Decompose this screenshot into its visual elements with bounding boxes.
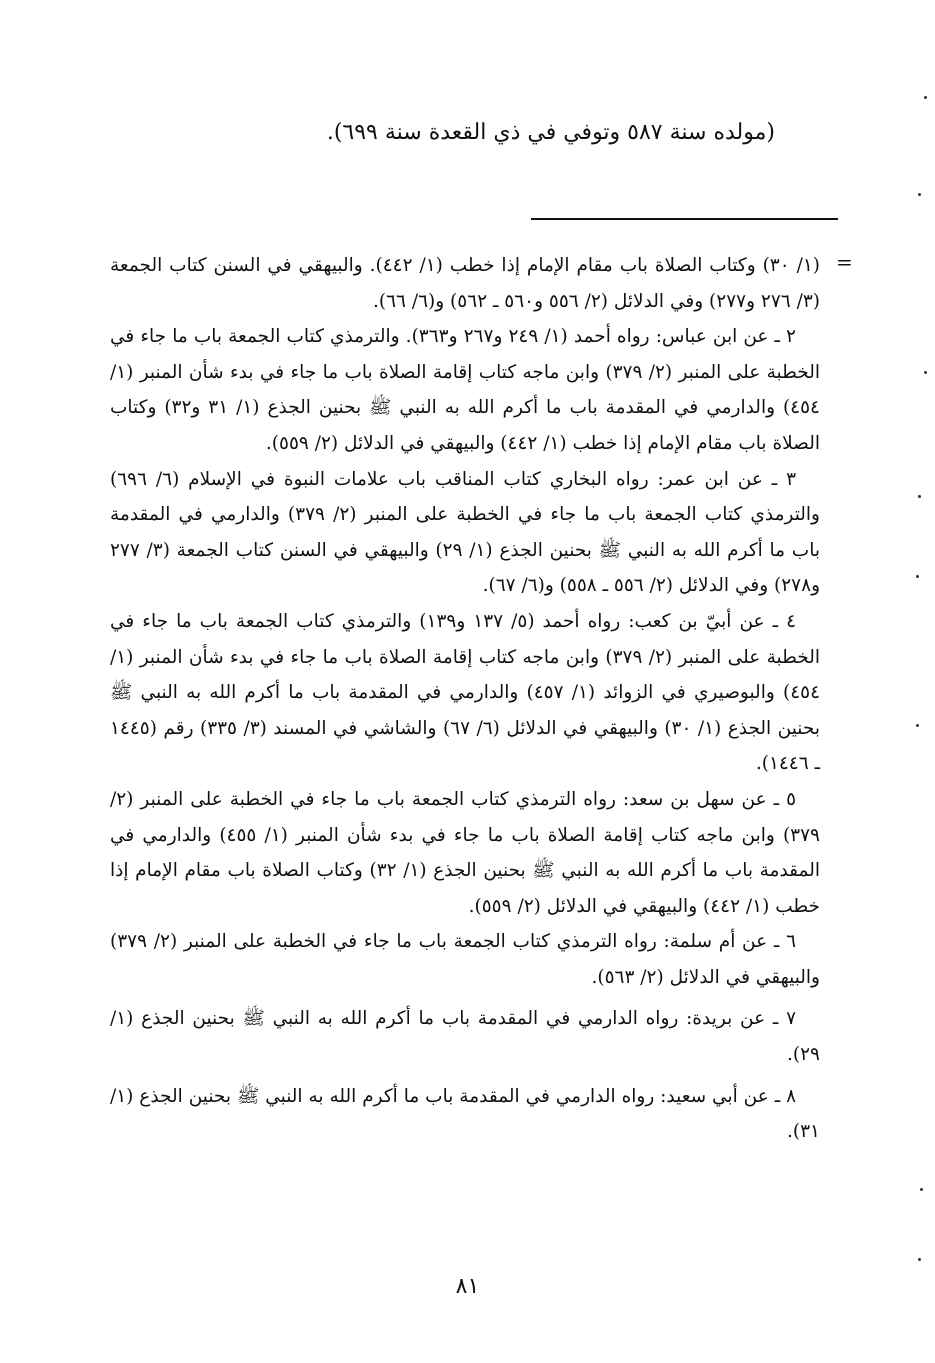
scan-speck (918, 495, 921, 498)
footnote-6: ٦ ـ عن أم سلمة: رواه الترمذي كتاب الجمعة باب ما جاء في الخطبة على المنبر (٢/ ٣٧٩) والبيهقي في الدلائل (٢/ ٥٦٣). (110, 931, 820, 988)
scan-speck (924, 371, 927, 374)
footnote-5: ٥ ـ عن سهل بن سعد: رواه الترمذي كتاب الجمعة باب ما جاء في الخطبة على المنبر (٢/ ٣٧٩) وابن ماجه كتاب إقامة الصلاة باب ما جاء في بدء شأن المنبر (١/ ٤٥٥) والدارمي في المقدمة باب ما أكرم الله به النبي ﷺ بحنين الجذع (١/ ٣٢) وكتاب الصلاة باب مقام الإمام إذا خطب (١/ ٤٤٢) والبيهقي في الدلائل (٢/ ٥٥٩). (110, 788, 820, 917)
footnote-continuation-mark: = (836, 250, 853, 274)
footnote-4: ٤ ـ عن أبيّ بن كعب: رواه أحمد (٥/ ١٣٧ و١٣٩) والترمذي كتاب الجمعة باب ما جاء في الخطبة على المنبر (٢/ ٣٧٩) وابن ماجه كتاب إقامة الصلاة باب ما جاء في بدء شأن المنبر (١/ ٤٥٤) والبوصيري في الزوائد (١/ ٤٥٧) والدارمي في المقدمة باب ما أكرم الله به النبي ﷺ بحنين الجذع (١/ ٣٠) والبيهقي في الدلائل (٦/ ٦٧) والشاشي في المسند (٣/ ٣٣٥) رقم (١٤٤٥ ـ ١٤٤٦). (110, 610, 821, 775)
footnote-continued: (١/ ٣٠) وكتاب الصلاة باب مقام الإمام إذا خطب (١/ ٤٤٢). والبيهقي في السنن كتاب الجمعة (٣/ ٢٧٦ و٢٧٧) وفي الدلائل (٢/ ٥٥٦ و٥٦٠ ـ ٥٦٢) و(٦/ ٦٦). (110, 255, 820, 312)
footnote-8: ٨ ـ عن أبي سعيد: رواه الدارمي في المقدمة باب ما أكرم الله به النبي ﷺ بحنين الجذع (١/ ٣١). (110, 1085, 820, 1143)
scan-speck (918, 193, 921, 196)
scan-speck (920, 1188, 923, 1191)
scan-speck (916, 575, 919, 578)
footnote-separator-rule (531, 218, 838, 220)
scan-speck (916, 724, 919, 727)
page-number: ٨١ (455, 1274, 480, 1299)
main-text-line: (مولده سنة ٥٨٧ وتوفي في ذي القعدة سنة ٦٩٩). (326, 120, 775, 145)
footnote-3: ٣ ـ عن ابن عمر: رواه البخاري كتاب المناقب باب علامات النبوة في الإسلام (٦/ ٦٩٦) والترمذي كتاب الجمعة باب ما جاء في الخطبة على المنبر (٢/ ٣٧٩) والدارمي في المقدمة باب ما أكرم الله به النبي ﷺ بحنين الجذع (١/ ٢٩) والبيهقي في السنن كتاب الجمعة (٣/ ٢٧٧ و٢٧٨) وفي الدلائل (٢/ ٥٥٦ ـ ٥٥٨) و(٦/ ٦٧). (110, 468, 820, 597)
scan-speck (924, 96, 927, 99)
scan-speck (918, 1258, 921, 1261)
footnotes-block (110, 248, 820, 1150)
footnote-7: ٧ ـ عن بريدة: رواه الدارمي في المقدمة باب ما أكرم الله به النبي ﷺ بحنين الجذع (١/ ٢٩). (110, 1008, 820, 1066)
footnote-2: ٢ ـ عن ابن عباس: رواه أحمد (١/ ٢٤٩ و٢٦٧ و٣٦٣). والترمذي كتاب الجمعة باب ما جاء في الخطبة على المنبر (٢/ ٣٧٩) وابن ماجه كتاب إقامة الصلاة باب ما جاء في بدء شأن المنبر (١/ ٤٥٤) والدارمي في المقدمة باب ما أكرم الله به النبي ﷺ بحنين الجذع (١/ ٣١ و٣٢) وكتاب الصلاة باب مقام الإمام إذا خطب (١/ ٤٤٢) والبيهقي في الدلائل (٢/ ٥٥٩). (110, 326, 820, 454)
